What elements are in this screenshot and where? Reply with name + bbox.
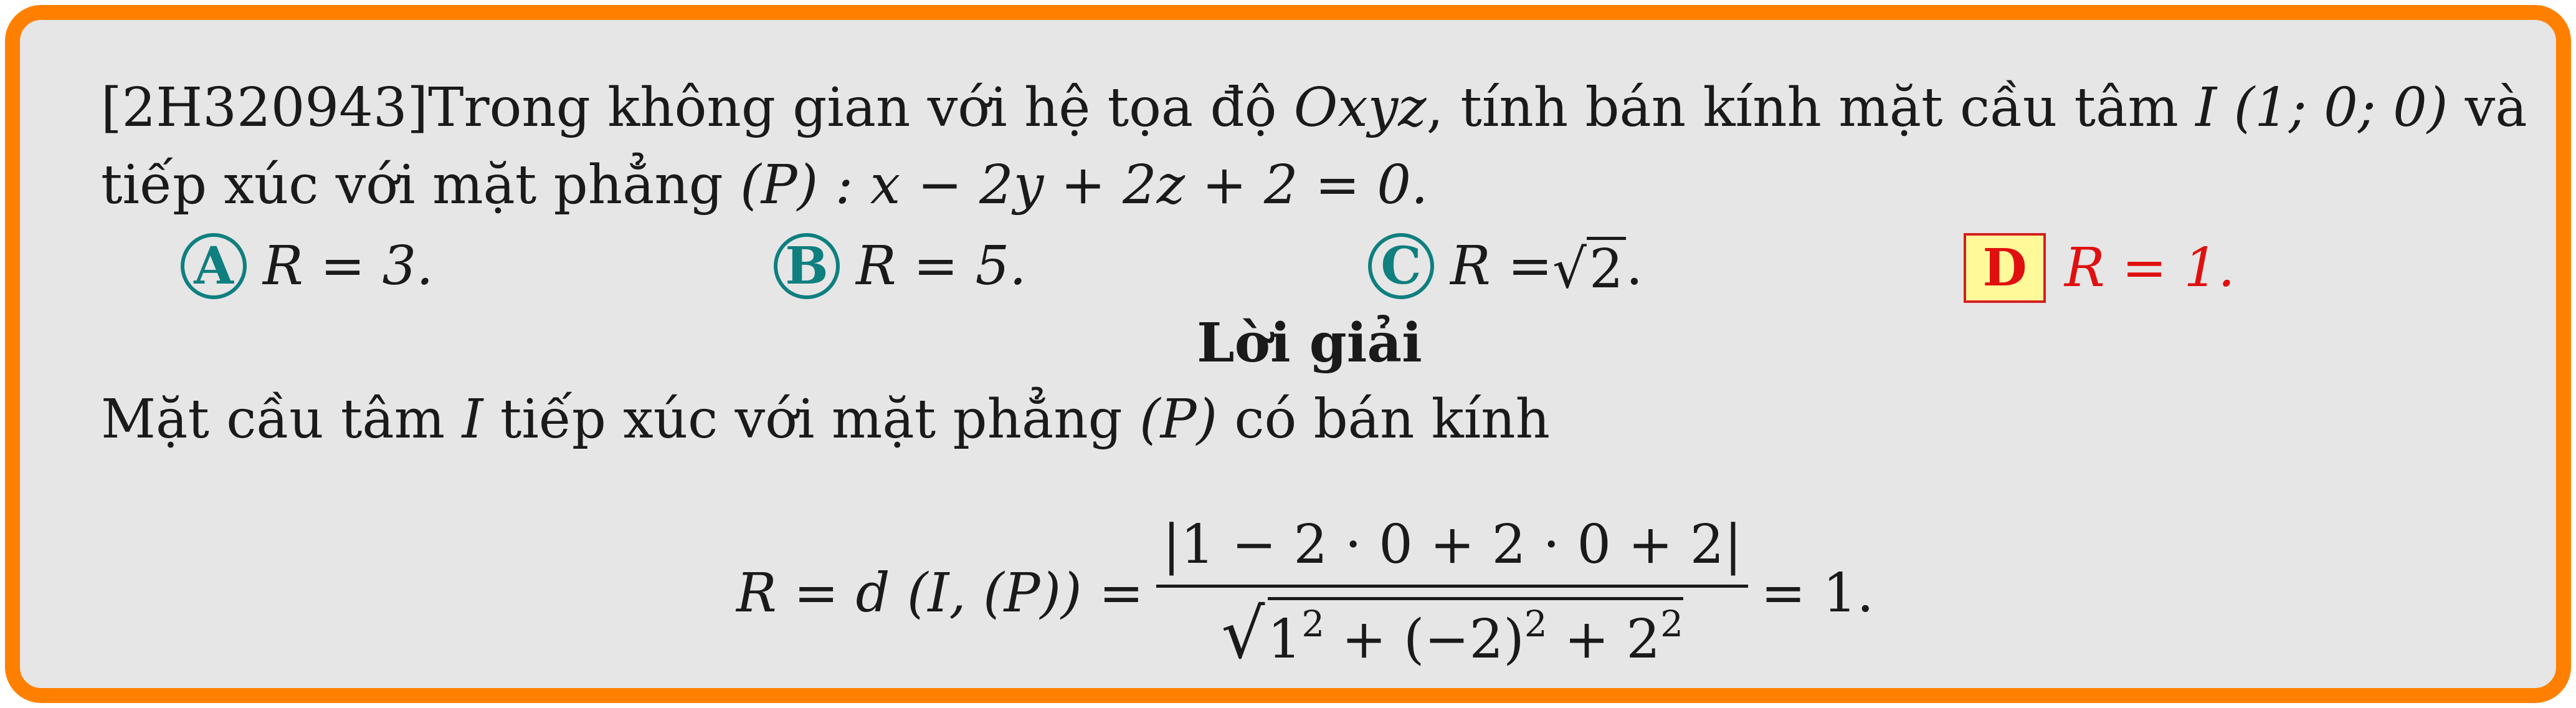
option-b-marker: B [774, 233, 840, 299]
question-line-2: tiếp xúc với mặt phẳng (P) : x − 2y + 2z + 2 = 0. [101, 154, 1428, 216]
option-a-text: R = 3. [263, 235, 434, 297]
coordinate-system: Oxyz [1293, 77, 1427, 139]
solution-heading: Lời giải [1197, 312, 1422, 375]
question-line-1: [2H320943]Trong không gian với hệ tọa độ Oxyz, tính bán kính mặt cầu tâm I (1; 0; 0) và [101, 77, 2527, 139]
option-d[interactable] [1964, 233, 2235, 303]
option-a[interactable] [181, 233, 434, 299]
option-d-marker: D [1964, 233, 2046, 303]
formula-fraction [1156, 514, 1748, 674]
solution-line-1: Mặt cầu tâm I tiếp xúc với mặt phẳng (P) có bán kính [101, 388, 1551, 451]
option-c-radicand: 2 [1587, 237, 1626, 296]
formula-lhs: R = d (I, (P)) = [736, 562, 1144, 624]
option-c-prefix: R = [1450, 235, 1553, 297]
option-c[interactable] [1368, 233, 1643, 299]
option-c-suffix: . [1625, 235, 1643, 297]
option-c-sqrt [1552, 237, 1626, 300]
plane-equation: (P) : x − 2y + 2z + 2 = 0. [740, 154, 1428, 216]
formula-radicand: $1^2 + (-2)^2 + 2^2$ [1268, 597, 1684, 671]
option-b[interactable] [774, 233, 1027, 299]
formula-numerator: |1 − 2 · 0 + 2 · 0 + 2| [1156, 514, 1748, 588]
option-a-marker: A [181, 233, 247, 299]
question-card [5, 5, 2571, 703]
formula-denominator [1221, 588, 1683, 674]
question-id: [2H320943] [101, 77, 429, 139]
formula-rhs: = 1. [1761, 562, 1874, 624]
question-text: Trong không gian với hệ tọa độ [428, 77, 1294, 139]
sqrt-symbol-icon: √ [1552, 237, 1587, 300]
option-c-marker: C [1368, 233, 1434, 299]
sqrt-symbol-icon: √ [1221, 593, 1265, 674]
distance-formula [736, 500, 1874, 687]
sphere-center: I (1; 0; 0) [2195, 77, 2448, 139]
option-b-text: R = 5. [856, 235, 1027, 297]
option-d-text: R = 1. [2065, 237, 2235, 299]
